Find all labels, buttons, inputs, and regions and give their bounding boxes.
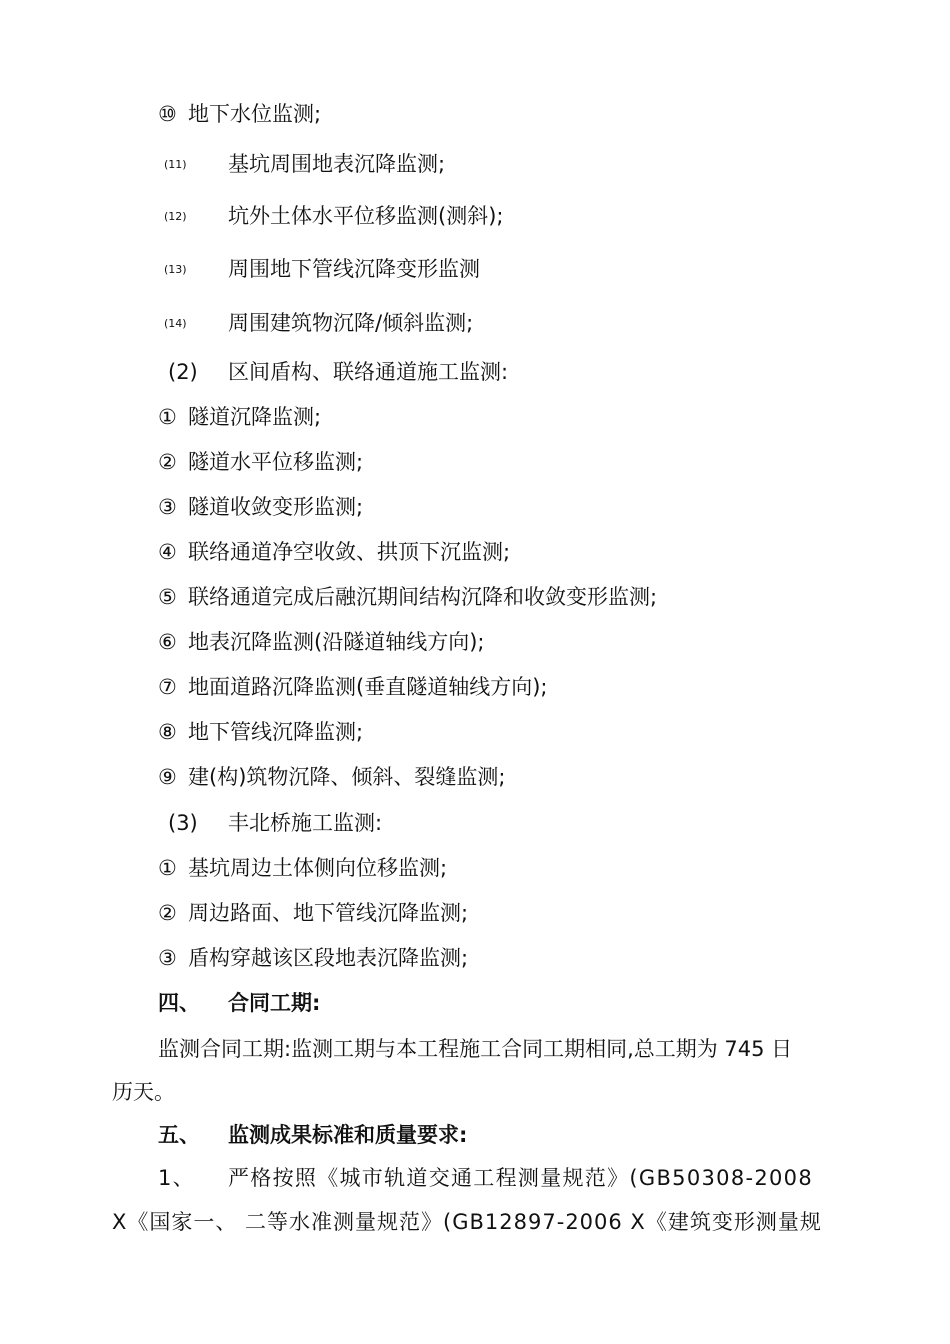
item-marker: ① bbox=[158, 405, 177, 429]
item-text: 基坑周边土体侧向位移监测; bbox=[188, 856, 448, 880]
section-heading bbox=[158, 1121, 467, 1149]
list-item bbox=[158, 718, 363, 746]
item-marker: ② bbox=[158, 901, 177, 925]
item-text: 基坑周围地表沉降监测; bbox=[228, 152, 446, 176]
item-text: 地表沉降监测(沿隧道轴线方向); bbox=[188, 630, 485, 654]
list-item bbox=[158, 448, 363, 476]
subsection-text: 丰北桥施工监测: bbox=[228, 811, 383, 835]
list-item bbox=[158, 854, 447, 882]
paragraph-line bbox=[112, 1078, 175, 1106]
item-marker: ⑥ bbox=[158, 630, 177, 654]
paragraph-text: 历天。 bbox=[112, 1080, 175, 1104]
item-text: 隧道水平位移监测; bbox=[188, 450, 364, 474]
paragraph-text: 严格按照《城市轨道交通工程测量规范》(GB50308-2008 bbox=[228, 1166, 813, 1190]
item-text: 建(构)筑物沉降、倾斜、裂缝监测; bbox=[188, 765, 506, 789]
list-item bbox=[158, 628, 484, 656]
item-marker: (11) bbox=[164, 158, 187, 171]
list-item bbox=[158, 899, 468, 927]
section-title: 合同工期: bbox=[228, 991, 321, 1015]
item-marker: ③ bbox=[158, 495, 177, 519]
item-text: 周边路面、地下管线沉降监测; bbox=[188, 901, 469, 925]
item-marker: ⑨ bbox=[158, 765, 177, 789]
list-item bbox=[158, 673, 547, 701]
item-number: 1、 bbox=[158, 1166, 195, 1190]
item-text: 周围建筑物沉降/倾斜监测; bbox=[228, 311, 474, 335]
list-item bbox=[160, 150, 445, 179]
paragraph-line bbox=[112, 1208, 822, 1236]
item-text: 周围地下管线沉降变形监测 bbox=[228, 257, 480, 281]
item-text: 盾构穿越该区段地表沉降监测; bbox=[188, 946, 469, 970]
item-marker: ④ bbox=[158, 540, 177, 564]
item-marker: ⑧ bbox=[158, 720, 177, 744]
item-marker: ③ bbox=[158, 946, 177, 970]
paragraph-line bbox=[158, 1035, 792, 1063]
section-number: 五、 bbox=[158, 1123, 200, 1147]
item-marker: ⑦ bbox=[158, 675, 177, 699]
list-item bbox=[158, 538, 510, 566]
section-heading bbox=[158, 989, 320, 1017]
item-text: 隧道收敛变形监测; bbox=[188, 495, 364, 519]
subsection-text: 区间盾构、联络通道施工监测: bbox=[228, 360, 509, 384]
item-text: 地下管线沉降监测; bbox=[188, 720, 364, 744]
list-item bbox=[160, 309, 473, 338]
list-item bbox=[158, 403, 321, 431]
list-item bbox=[160, 255, 480, 284]
paragraph-text: 监测合同工期:监测工期与本工程施工合同工期相同,总工期为 745 日 bbox=[158, 1037, 793, 1061]
section-title: 监测成果标准和质量要求: bbox=[228, 1123, 468, 1147]
list-item bbox=[158, 583, 657, 611]
subsection-marker: (2) bbox=[168, 360, 198, 384]
item-text: 隧道沉降监测; bbox=[188, 405, 322, 429]
subsection-marker: (3) bbox=[168, 811, 198, 835]
item-marker: ② bbox=[158, 450, 177, 474]
item-marker: (13) bbox=[164, 263, 187, 276]
item-marker: (12) bbox=[164, 210, 187, 223]
item-text: 联络通道净空收敛、拱顶下沉监测; bbox=[188, 540, 511, 564]
section-number: 四、 bbox=[158, 991, 200, 1015]
item-marker: ⑩ bbox=[158, 102, 177, 126]
item-marker: ⑤ bbox=[158, 585, 177, 609]
item-marker: (14) bbox=[164, 317, 187, 330]
item-text: 联络通道完成后融沉期间结构沉降和收敛变形监测; bbox=[188, 585, 658, 609]
subsection-heading bbox=[168, 809, 382, 837]
item-text: 坑外土体水平位移监测(测斜); bbox=[228, 204, 504, 228]
list-item bbox=[158, 493, 363, 521]
item-text: 地下水位监测; bbox=[188, 102, 322, 126]
item-text: 地面道路沉降监测(垂直隧道轴线方向); bbox=[188, 675, 548, 699]
subsection-heading bbox=[168, 358, 508, 386]
paragraph-line bbox=[158, 1164, 813, 1192]
list-item bbox=[158, 763, 505, 791]
paragraph-text: X《国家一、 二等水准测量规范》(GB12897-2006 X《建筑变形测量规 bbox=[112, 1210, 822, 1234]
list-item bbox=[158, 944, 468, 972]
item-marker: ① bbox=[158, 856, 177, 880]
list-item bbox=[160, 202, 503, 231]
list-item bbox=[158, 100, 321, 128]
